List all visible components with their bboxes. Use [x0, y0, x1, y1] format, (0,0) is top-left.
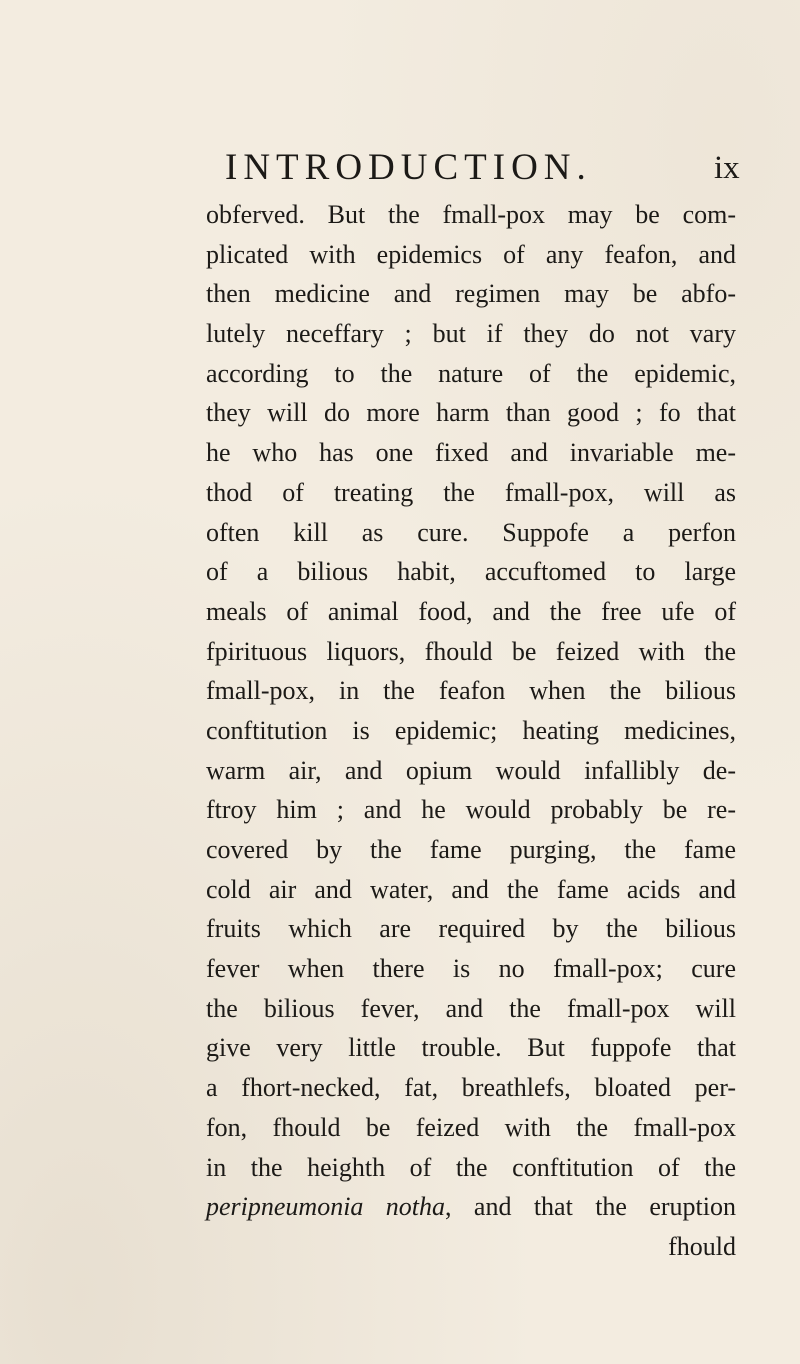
text-segment: , and that the eruption	[445, 1192, 736, 1222]
text-line: fon, fhould be feized with the fmall-pox	[206, 1112, 736, 1142]
italic-term: peripneumonia notha	[206, 1192, 446, 1222]
text-line: they will do more harm than good ; fo that	[206, 398, 736, 428]
text-line: the bilious fever, and the fmall-pox will	[206, 993, 736, 1023]
text-line: give very little trouble. But fuppofe that	[206, 1033, 736, 1063]
body-text	[206, 195, 736, 1267]
text-line: fpirituous liquors, fhould be feized with the	[206, 636, 736, 666]
running-head	[0, 148, 800, 188]
catchword: fhould	[668, 1231, 736, 1261]
running-title: INTRODUCTION.	[225, 147, 592, 188]
text-line: a fhort-necked, fat, breathlefs, bloated per-	[206, 1073, 736, 1103]
text-line: obferved. But the fmall-pox may be com-	[206, 200, 736, 229]
text-line: fruits which are required by the bilious	[206, 914, 736, 944]
text-line: conftitution is epidemic; heating medicines,	[206, 715, 736, 745]
text-line: often kill as cure. Suppofe a perfon	[206, 517, 736, 547]
text-line: ftroy him ; and he would probably be re-	[206, 795, 736, 825]
text-line: covered by the fame purging, the fame	[206, 835, 736, 864]
text-line: he who has one fixed and invariable me-	[206, 438, 736, 468]
text-line: thod of treating the fmall-pox, will as	[206, 477, 736, 507]
text-line-italic-term	[206, 1187, 736, 1227]
text-line: then medicine and regimen may be abfo-	[206, 279, 736, 309]
text-line: plicated with epidemics of any feafon, and	[206, 239, 736, 269]
text-line: of a bilious habit, accuftomed to large	[206, 557, 736, 587]
text-line: according to the nature of the epidemic,	[206, 358, 736, 388]
text-line: in the heighth of the conftitution of the	[206, 1152, 736, 1182]
text-line: warm air, and opium would infallibly de-	[206, 755, 736, 785]
text-line: cold air and water, and the fame acids and	[206, 874, 736, 904]
text-line: fmall-pox, in the feafon when the bilious	[206, 676, 736, 706]
page-number: ix	[714, 150, 740, 186]
text-line: fever when there is no fmall-pox; cure	[206, 954, 736, 984]
text-line: meals of animal food, and the free ufe of	[206, 596, 736, 626]
text-line: lutely neceffary ; but if they do not vary	[206, 319, 736, 349]
